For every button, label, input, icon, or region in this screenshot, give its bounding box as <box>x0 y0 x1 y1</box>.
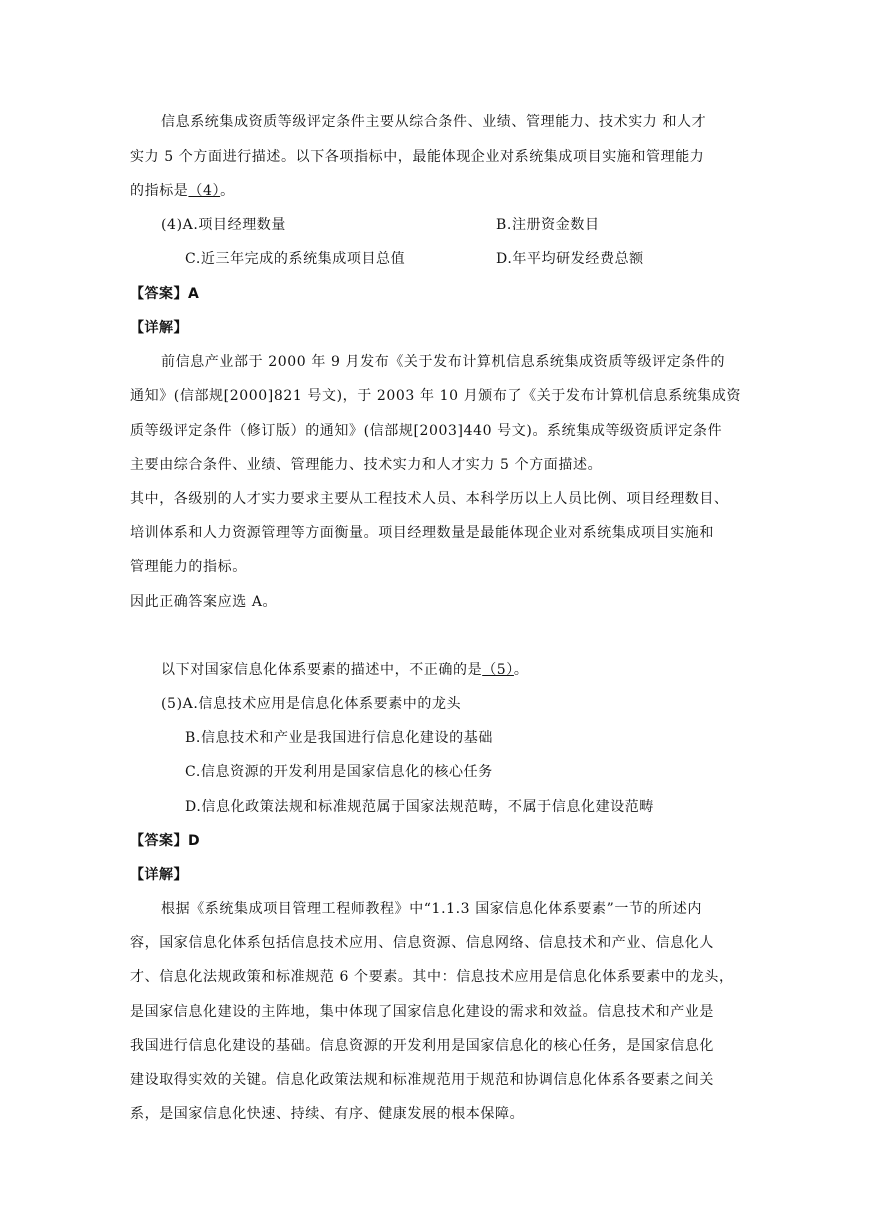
q4-stem-text: 的指标是 <box>130 183 189 199</box>
q4-answer-label: 【答案】 <box>130 286 188 302</box>
q5-answer-label: 【答案】 <box>130 833 188 849</box>
q5-stem-text: 以下对国家信息化体系要素的描述中，不正确的是 <box>161 662 483 678</box>
q4-detail-label: 【详解】 <box>130 320 188 336</box>
q5-detail-line-6: 建设取得实效的关键。信息化政策法规和标准规范用于规范和协调信息化体系各要素之间关 <box>130 1072 714 1088</box>
q5-detail-line-7: 系，是国家信息化快速、持续、有序、健康发展的根本保障。 <box>130 1106 525 1122</box>
q4-option-d: D.年平均研发经费总额 <box>496 251 644 267</box>
q4-detail-line-2: 通知》(信部规[2000]821 号文)，于 2003 年 10 月颁布了《关于发布计算机信息系统集成资 <box>130 388 742 404</box>
q5-answer <box>130 831 200 851</box>
q4-detail-line-6: 培训体系和人力资源管理等方面衡量。项目经理数量是最能体现企业对系统集成项目实施和 <box>130 525 714 541</box>
q4-option-b: B.注册资金数目 <box>496 217 600 233</box>
q4-detail-line-8: 因此正确答案应选 A。 <box>130 594 278 610</box>
q5-option-d: D.信息化政策法规和标准规范属于国家法规范畴，不属于信息化建设范畴 <box>185 799 654 815</box>
q4-option-a: (4)A.项目经理数量 <box>161 217 286 233</box>
q4-stem-line-3 <box>130 181 235 201</box>
q4-detail-line-5: 其中，各级别的人才实力要求主要从工程技术人员、本科学历以上人员比例、项目经理数目、 <box>130 491 729 507</box>
q4-answer-value: A <box>188 286 200 302</box>
q5-detail-line-4: 是国家信息化建设的主阵地，集中体现了国家信息化建设的需求和效益。信息技术和产业是 <box>130 1004 714 1020</box>
q4-stem-line-1: 信息系统集成资质等级评定条件主要从综合条件、业绩、管理能力、技术实力 和人才 <box>161 114 707 130</box>
q5-option-a: (5)A.信息技术应用是信息化体系要素中的龙头 <box>161 696 462 712</box>
q5-stem-end: 。 <box>513 662 529 678</box>
q5-detail-line-1: 根据《系统集成项目管理工程师教程》中“1.1.3 国家信息化体系要素”一节的所述内 <box>161 901 702 917</box>
q5-detail-label: 【详解】 <box>130 867 188 883</box>
q5-detail-line-5: 我国进行信息化建设的基础。信息资源的开发利用是国家信息化的核心任务，是国家信息化 <box>130 1038 714 1054</box>
q4-detail-line-3: 质等级评定条件（修订版）的通知》(信部规[2003]440 号文)。系统集成等级资质评定条件 <box>130 423 723 439</box>
q5-blank: （5） <box>482 662 514 678</box>
q4-answer <box>130 284 199 304</box>
q4-detail-line-1: 前信息产业部于 2000 年 9 月发布《关于发布计算机信息系统集成资质等级评定条件的 <box>161 354 726 370</box>
q5-answer-value: D <box>188 833 201 849</box>
q4-detail-line-7: 管理能力的指标。 <box>130 559 247 575</box>
q5-option-c: C.信息资源的开发利用是国家信息化的核心任务 <box>185 764 493 780</box>
q4-option-c: C.近三年完成的系统集成项目总值 <box>185 251 406 267</box>
q4-stem-end: 。 <box>220 183 235 199</box>
q4-blank: （4） <box>188 183 221 199</box>
q4-detail-line-4: 主要由综合条件、业绩、管理能力、技术实力和人才实力 5 个方面描述。 <box>130 457 603 473</box>
q5-detail-line-3: 才、信息化法规政策和标准规范 6 个要素。其中：信息技术应用是信息化体系要素中的龙头， <box>130 969 734 985</box>
q5-detail-line-2: 容，国家信息化体系包括信息技术应用、信息资源、信息网络、信息技术和产业、信息化人 <box>130 935 714 951</box>
q5-stem <box>161 660 529 680</box>
q4-stem-line-2: 实力 5 个方面进行描述。以下各项指标中，最能体现企业对系统集成项目实施和管理能力 <box>130 149 705 165</box>
q5-option-b: B.信息技术和产业是我国进行信息化建设的基础 <box>185 730 493 746</box>
